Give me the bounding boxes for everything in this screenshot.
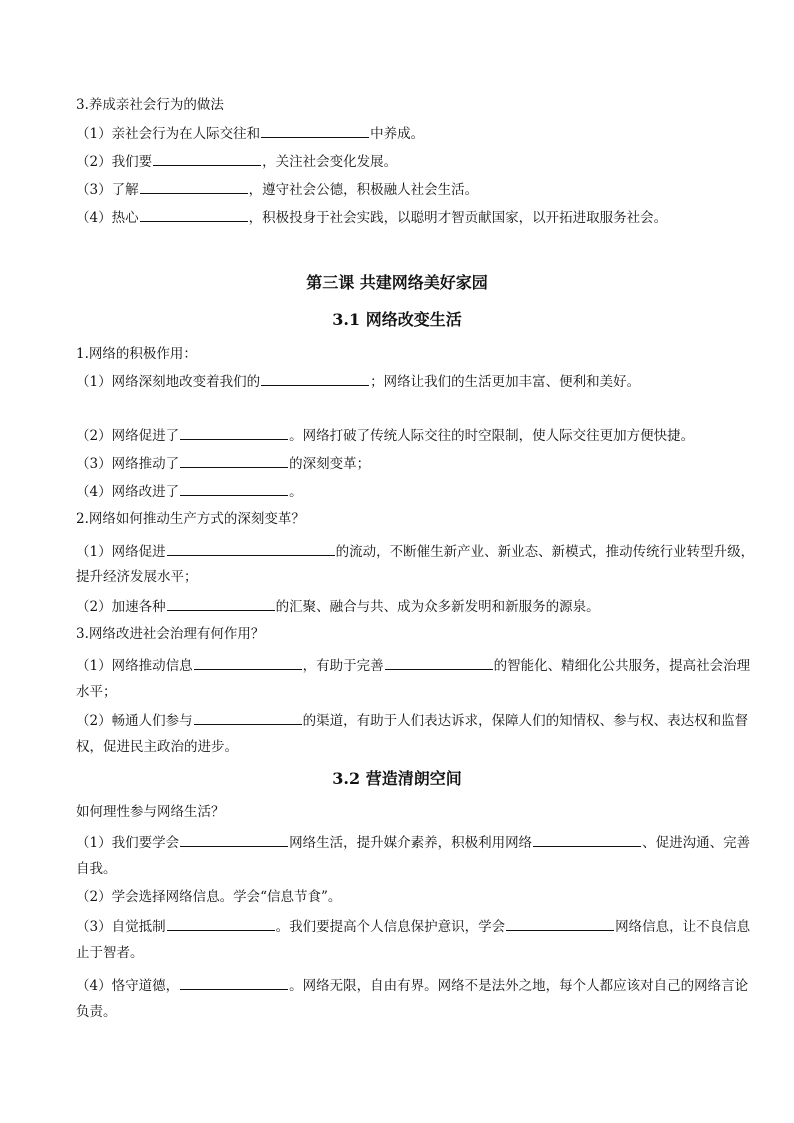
s32-item-3: [76, 916, 786, 937]
s3-item-3: [76, 179, 786, 200]
q3-item-2-cont: 权，促进民主政治的进步。: [76, 739, 238, 755]
fill-blank[interactable]: [533, 832, 641, 847]
text: （2）畅通人们参与: [76, 713, 193, 729]
s32-item-1: [76, 832, 786, 853]
fill-blank[interactable]: [180, 481, 288, 496]
text: （2）我们要: [76, 154, 153, 170]
text: （4）恪守道德，: [76, 978, 180, 994]
text: 。: [289, 484, 303, 500]
text: （1）亲社会行为在人际交往和: [76, 126, 261, 142]
text: 的渠道，有助于人们表达诉求，保障人们的知情权、参与权、表达权和监督: [302, 713, 749, 729]
text: 、促进沟通、完善: [642, 835, 751, 851]
section-3-1-title: 3.1 网络改变生活: [332, 310, 462, 329]
q3-item-1-cont: 水平；: [76, 684, 117, 700]
s3-item-1: [76, 123, 786, 144]
text: 的深刻变革；: [289, 456, 371, 472]
q2-item-1: [76, 541, 786, 562]
text: （3）网络推动了: [76, 456, 180, 472]
q3-heading: 3.网络改进社会治理有何作用？: [76, 626, 265, 642]
q2-item-1-cont: 提升经济发展水平；: [76, 569, 198, 585]
text: （1）网络促进: [76, 544, 166, 560]
text: 。我们要提高个人信息保护意识，学会: [275, 919, 506, 935]
fill-blank[interactable]: [261, 123, 369, 138]
text: （1）网络推动信息: [76, 658, 193, 674]
text: 的流动，不断催生新产业、新业态、新模式，推动传统行业转型升级，: [335, 544, 755, 560]
fill-blank[interactable]: [261, 371, 369, 386]
fill-blank[interactable]: [167, 596, 275, 611]
text: （3）自觉抵制: [76, 919, 166, 935]
fill-blank[interactable]: [506, 916, 614, 931]
fill-blank[interactable]: [140, 179, 248, 194]
q3-item-2: [76, 710, 786, 731]
fill-blank[interactable]: [180, 425, 288, 440]
text: 。网络打破了传统人际交往的时空限制，使人际交往更加方便快捷。: [289, 428, 695, 444]
q3-item-1: [76, 655, 786, 676]
fill-blank[interactable]: [140, 207, 248, 222]
text: ；网络让我们的生活更加丰富、便利和美好。: [370, 374, 641, 390]
q1-heading: 1.网络的积极作用：: [76, 346, 197, 362]
q1-item-3: [76, 453, 786, 474]
fill-blank[interactable]: [180, 832, 288, 847]
s32-item-2: （2）学会选择网络信息。学会“信息节食”。: [76, 889, 342, 905]
s32-item-1-cont: 自我。: [76, 861, 117, 877]
s32-item-4-cont: 负责。: [76, 1004, 117, 1020]
fill-blank[interactable]: [194, 710, 302, 725]
section-3-2-title: 3.2 营造清朗空间: [332, 769, 462, 788]
fill-blank[interactable]: [167, 916, 275, 931]
text: （1）网络深刻地改变着我们的: [76, 374, 261, 390]
q1-item-4: [76, 481, 786, 502]
text: 网络信息，让不良信息: [615, 919, 751, 935]
fill-blank[interactable]: [194, 655, 302, 670]
text: 中养成。: [370, 126, 425, 142]
text: （1）我们要学会: [76, 835, 180, 851]
text: ，有助于完善: [302, 658, 384, 674]
text: ，积极投身于社会实践，以聪明才智贡献国家，以开拓进取服务社会。: [248, 210, 668, 226]
text: （3）了解: [76, 182, 139, 198]
text: 的智能化、精细化公共服务，提高社会治理: [493, 658, 751, 674]
s32-heading: 如何理性参与网络生活？: [76, 804, 225, 820]
text: （2）加速各种: [76, 599, 166, 615]
text: （4）网络改进了: [76, 484, 180, 500]
text: （2）网络促进了: [76, 428, 180, 444]
text: 。网络无限，自由有界。网络不是法外之地，每个人都应该对自己的网络言论: [289, 978, 749, 994]
s32-item-4: [76, 975, 786, 996]
s3-item-4: [76, 207, 786, 228]
s3-item-2: [76, 151, 786, 172]
text: （4）热心: [76, 210, 139, 226]
text: 的汇聚、融合与共、成为众多新发明和新服务的源泉。: [275, 599, 600, 615]
q1-item-1: [76, 371, 786, 392]
q1-item-2: [76, 425, 786, 446]
fill-blank[interactable]: [153, 151, 261, 166]
text: 网络生活，提升媒介素养，积极利用网络: [289, 835, 533, 851]
q2-item-2: [76, 596, 786, 617]
fill-blank[interactable]: [180, 453, 288, 468]
text: ，关注社会变化发展。: [262, 154, 398, 170]
fill-blank[interactable]: [180, 975, 288, 990]
text: ，遵守社会公德，积极融人社会生活。: [248, 182, 479, 198]
lesson-title: 第三课 共建网络美好家园: [306, 273, 488, 292]
s3-heading: 3.养成亲社会行为的做法: [76, 97, 224, 113]
s32-item-3-cont: 止于智者。: [76, 945, 144, 961]
q2-heading: 2.网络如何推动生产方式的深刻变革？: [76, 511, 305, 527]
fill-blank[interactable]: [167, 541, 335, 556]
fill-blank[interactable]: [385, 655, 493, 670]
